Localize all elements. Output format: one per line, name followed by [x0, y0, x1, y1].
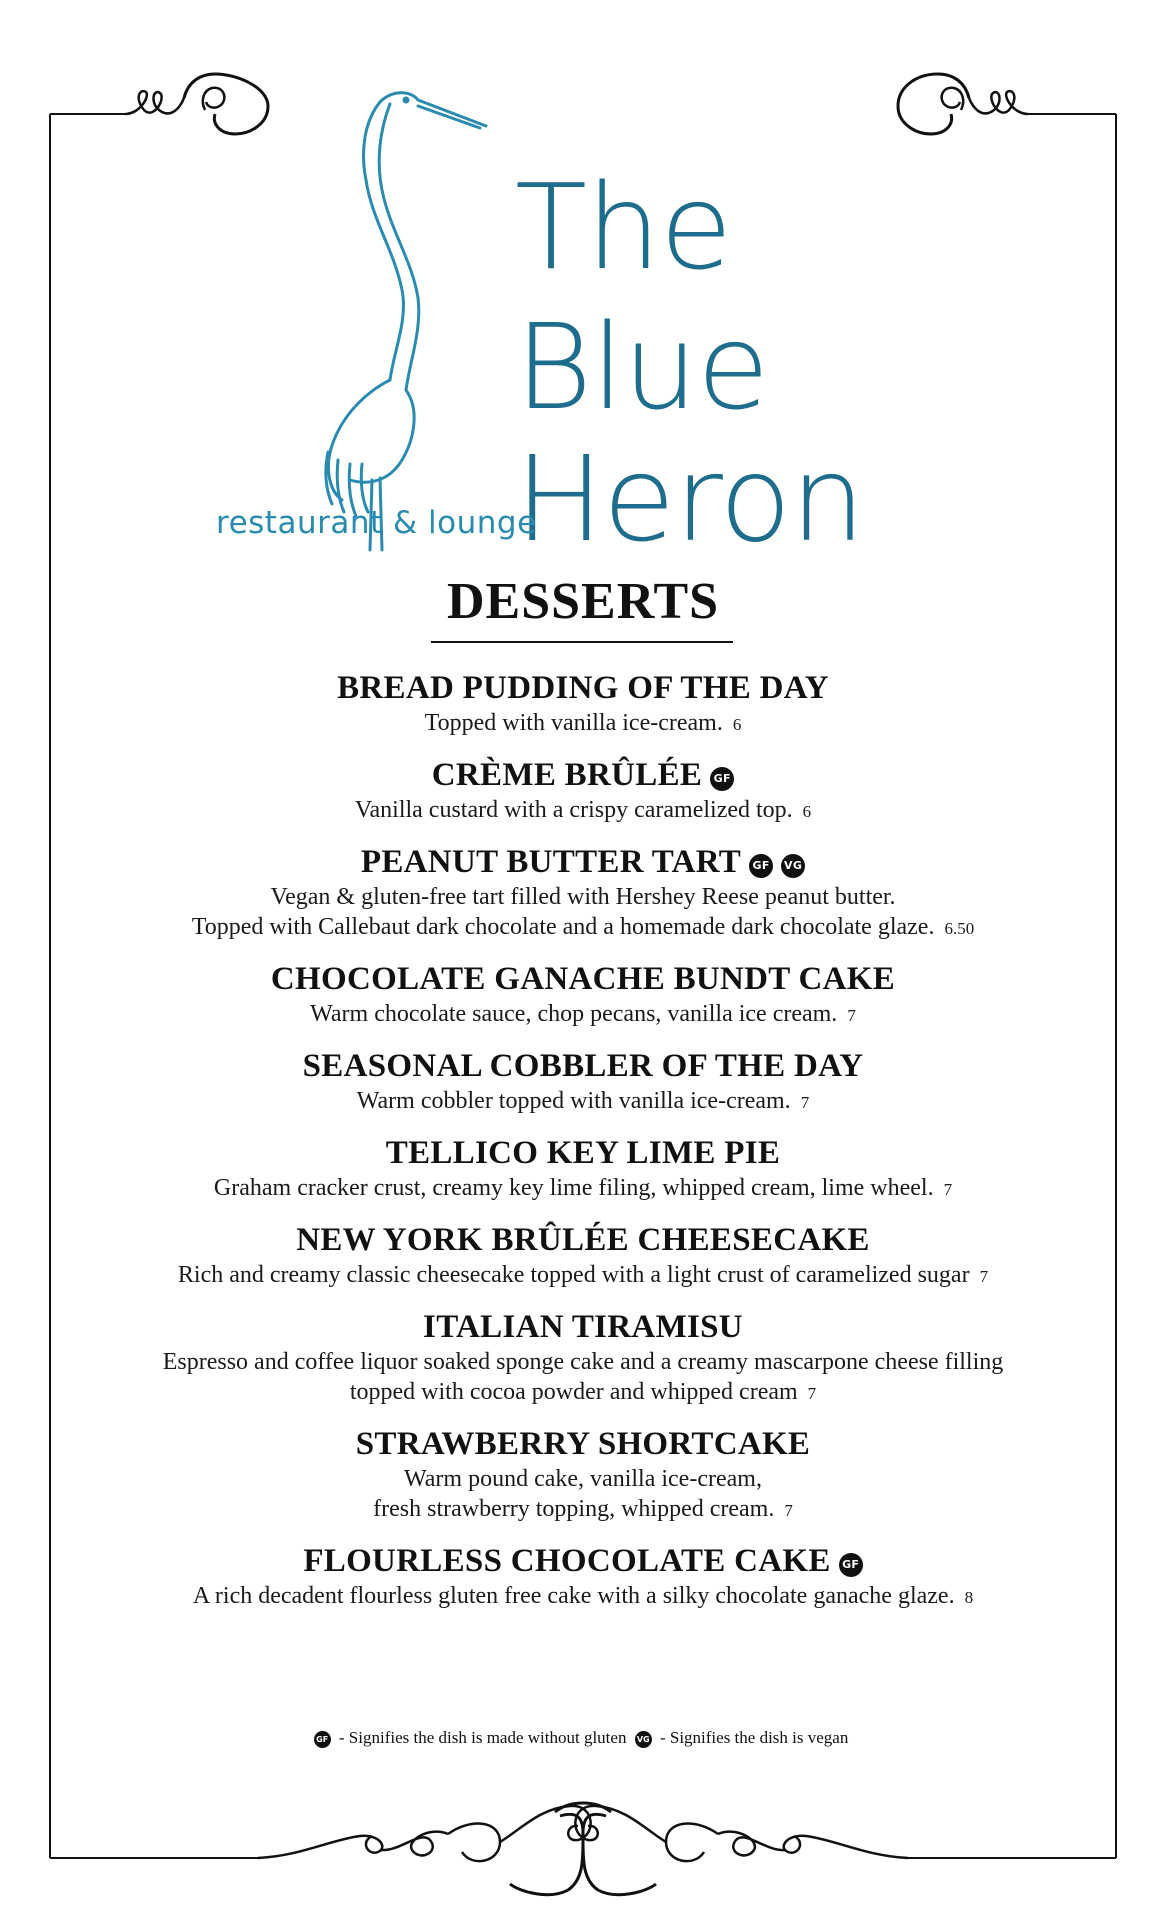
menu-item-name: FLOURLESS CHOCOLATE CAKE GF — [0, 1541, 1166, 1581]
menu-item-price: 7 — [847, 1006, 856, 1025]
menu-item-description: Topped with Callebaut dark chocolate and a homemade dark chocolate glaze. 6.50 — [191, 914, 975, 940]
legend-vg-text: - Signifies the dish is vegan — [659, 1728, 849, 1747]
top-left-flourish — [125, 74, 268, 134]
vegan-icon: VG — [781, 854, 805, 878]
menu-item — [0, 668, 1166, 740]
gluten-free-icon: GF — [314, 1731, 331, 1748]
menu-item-price: 6 — [732, 715, 742, 734]
menu-item-description: Warm pound cake, vanilla ice-cream, — [404, 1466, 762, 1492]
menu-item — [0, 755, 1166, 827]
heron-icon — [310, 80, 510, 560]
restaurant-logo — [310, 80, 870, 568]
vegan-icon: VG — [635, 1731, 652, 1748]
menu-item-name: ITALIAN TIRAMISU — [423, 1309, 743, 1345]
dietary-legend — [0, 1728, 1166, 1748]
menu-item-description: Topped with vanilla ice-cream. 6 — [424, 710, 742, 736]
menu-item-description: Warm cobbler topped with vanilla ice-cream. 7 — [356, 1088, 810, 1114]
gluten-free-icon: GF — [749, 854, 773, 878]
menu-item-description: A rich decadent flourless gluten free cake with a silky chocolate ganache glaze. 8 — [192, 1583, 974, 1609]
menu-item-name: CHOCOLATE GANACHE BUNDT CAKE — [270, 961, 896, 997]
menu-item-description: topped with cocoa powder and whipped cream 7 — [349, 1379, 817, 1405]
menu-item-name: PEANUT BUTTER TART GF VG — [0, 842, 1166, 882]
section-title: DESSERTS — [446, 573, 720, 630]
menu-item-name: SEASONAL COBBLER OF THE DAY — [302, 1048, 864, 1084]
logo-word-the: The — [515, 158, 732, 296]
menu-item — [0, 1046, 1166, 1118]
menu-item-price: 6 — [802, 802, 812, 821]
menu-item-name: STRAWBERRY SHORTCAKE — [355, 1426, 811, 1462]
menu-item-name: BREAD PUDDING OF THE DAY — [337, 670, 829, 706]
bottom-flourish — [258, 1803, 908, 1895]
menu-item-name: NEW YORK BRÛLÉE CHEESECAKE — [296, 1222, 870, 1258]
menu-item-price: 7 — [807, 1384, 817, 1403]
dessert-menu-list — [0, 668, 1166, 1628]
title-underline — [431, 641, 733, 643]
menu-item — [0, 1133, 1166, 1205]
menu-item-price: 7 — [943, 1180, 953, 1199]
logo-tagline: restaurant & lounge — [216, 505, 537, 541]
menu-item-description: Graham cracker crust, creamy key lime filing, whipped cream, lime wheel. 7 — [213, 1175, 953, 1201]
menu-item-name: CRÈME BRÛLÉE GF — [0, 755, 1166, 795]
menu-item — [0, 1541, 1166, 1613]
menu-item — [0, 842, 1166, 944]
logo-word-blue: Blue — [515, 298, 769, 436]
menu-item-description: Rich and creamy classic cheesecake topped with a light crust of caramelized sugar 7 — [177, 1262, 989, 1288]
menu-item — [0, 1424, 1166, 1526]
menu-item-price: 8 — [964, 1588, 974, 1607]
menu-item — [0, 1307, 1166, 1409]
menu-item-description: Vanilla custard with a crispy caramelized top. 6 — [354, 797, 812, 823]
menu-item-price: 6.50 — [944, 919, 975, 938]
logo-word-heron: Heron — [515, 430, 865, 568]
menu-item-description: fresh strawberry topping, whipped cream. 7 — [373, 1496, 793, 1522]
menu-item-description: Warm chocolate sauce, chop pecans, vanilla ice cream. 7 — [310, 1001, 856, 1027]
top-right-flourish — [898, 74, 1028, 134]
menu-item-price: 7 — [800, 1093, 810, 1112]
menu-item-description: Espresso and coffee liquor soaked sponge cake and a creamy mascarpone cheese filling — [162, 1349, 1004, 1375]
menu-item-description: Vegan & gluten-free tart filled with Hershey Reese peanut butter. — [270, 884, 896, 910]
menu-item-price: 7 — [784, 1501, 793, 1520]
menu-item-name: TELLICO KEY LIME PIE — [385, 1135, 781, 1171]
legend-gf-text: - Signifies the dish is made without gluten — [338, 1728, 627, 1747]
menu-item-price: 7 — [979, 1267, 989, 1286]
gluten-free-icon: GF — [710, 767, 734, 791]
menu-item — [0, 959, 1166, 1031]
gluten-free-icon: GF — [839, 1553, 863, 1577]
menu-item — [0, 1220, 1166, 1292]
